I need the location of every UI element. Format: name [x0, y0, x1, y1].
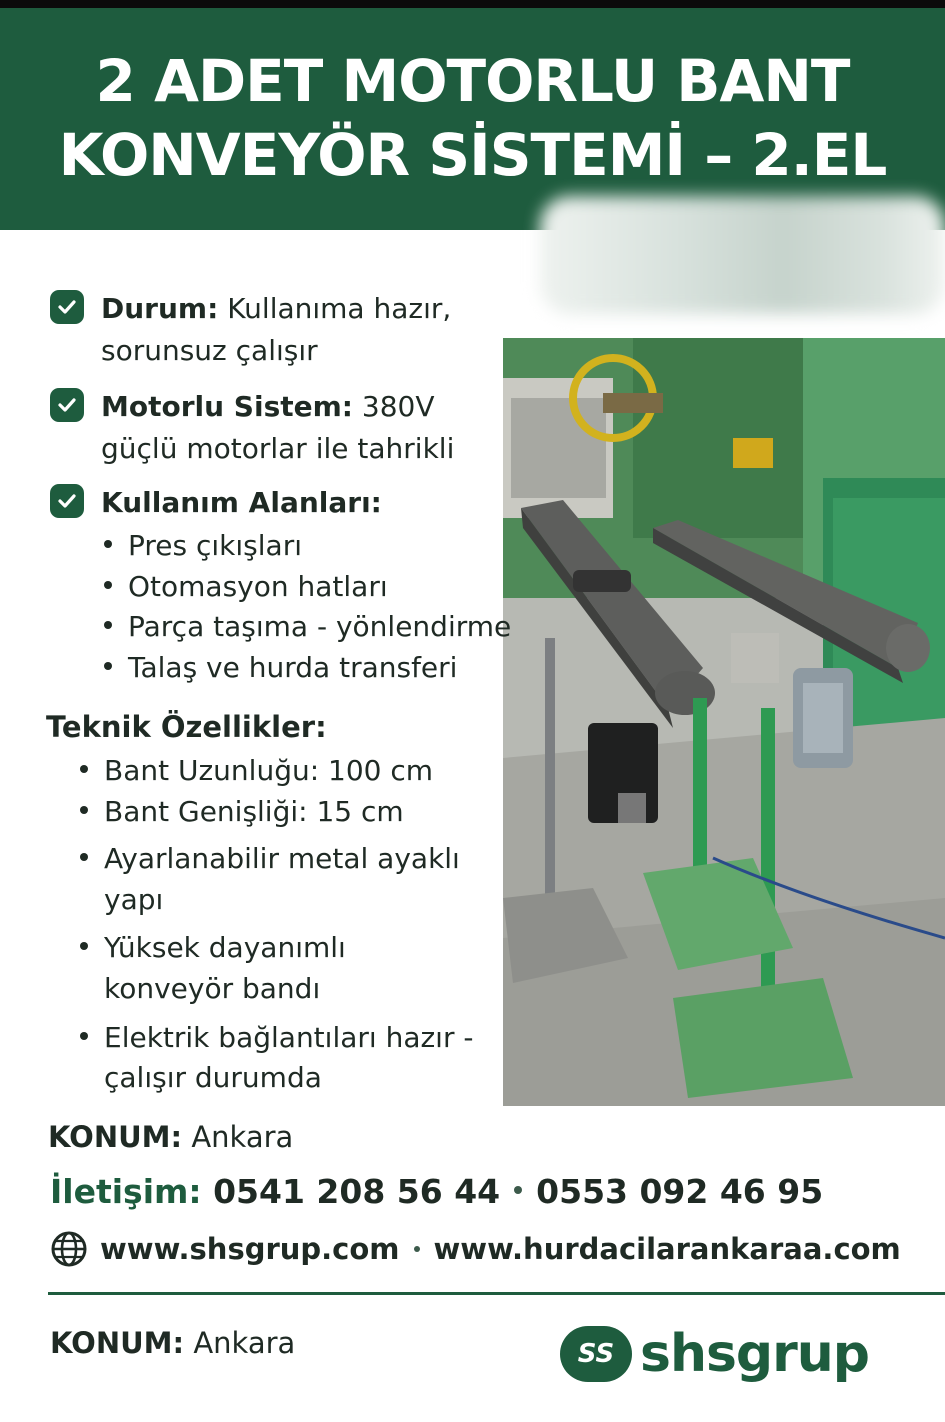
phone-2[interactable]: 0553 092 46 95 [536, 1172, 824, 1211]
feature-status [50, 288, 451, 372]
conveyor-illustration [503, 338, 945, 1106]
website-line [50, 1230, 901, 1268]
feature-text-line2: güçlü motorlar ile tahrikli [101, 432, 455, 465]
shsgrup-logo [560, 1324, 869, 1384]
website-link-1[interactable]: www.shsgrup.com [100, 1232, 400, 1266]
feature-label: Kullanım Alanları: [101, 486, 382, 519]
contact-label: İletişim: [50, 1172, 202, 1211]
footer-location: KONUM: Ankara [50, 1326, 296, 1360]
usage-item: Pres çıkışları [104, 525, 302, 567]
check-icon [50, 484, 84, 518]
feature-usage [50, 482, 382, 524]
usage-item: Otomasyon hatları [104, 566, 388, 608]
logo-mark: SS [560, 1326, 632, 1382]
check-icon [50, 290, 84, 324]
tech-item-line2: yapı [104, 883, 164, 916]
location-line: KONUM: Ankara [48, 1120, 294, 1154]
usage-item: Talaş ve hurda transferi [104, 647, 457, 689]
tech-item: Bant Genişliği: 15 cm [80, 791, 404, 833]
tech-item: Bant Uzunluğu: 100 cm [80, 750, 433, 792]
technical-title: Teknik Özellikler: [46, 710, 327, 744]
check-icon [50, 388, 84, 422]
logo-text: shsgrup [640, 1324, 870, 1384]
feature-text: Kullanıma hazır, [218, 292, 452, 325]
usage-item: Parça taşıma - yönlendirme [104, 606, 511, 648]
phone-1[interactable]: 0541 208 56 44 [213, 1172, 501, 1211]
feature-label: Durum: [101, 292, 219, 325]
top-border [0, 0, 945, 8]
feature-label: Motorlu Sistem: [101, 390, 353, 423]
conveyor-photo [503, 338, 945, 1106]
website-link-2[interactable]: www.hurdacilarankaraa.com [433, 1232, 901, 1266]
tech-item-line2: konveyör bandı [104, 972, 321, 1005]
feature-text-line2: sorunsuz çalışır [101, 334, 318, 367]
tech-item: Elektrik bağlantıları hazır - [80, 1017, 473, 1059]
title-line-1: 2 ADET MOTORLU BANT [95, 47, 850, 115]
tech-item: Yüksek dayanımlı [80, 927, 346, 969]
tech-item-line2: çalışır durumda [104, 1061, 322, 1094]
globe-icon [50, 1230, 88, 1268]
title-line-2: KONVEYÖR SİSTEMİ – 2.EL [58, 121, 887, 189]
contact-line [50, 1172, 823, 1211]
feature-motor [50, 386, 454, 470]
tech-item: Ayarlanabilir metal ayaklı [80, 838, 460, 880]
divider [48, 1292, 945, 1295]
blurred-overlay [540, 196, 945, 314]
feature-text: 380V [353, 390, 435, 423]
